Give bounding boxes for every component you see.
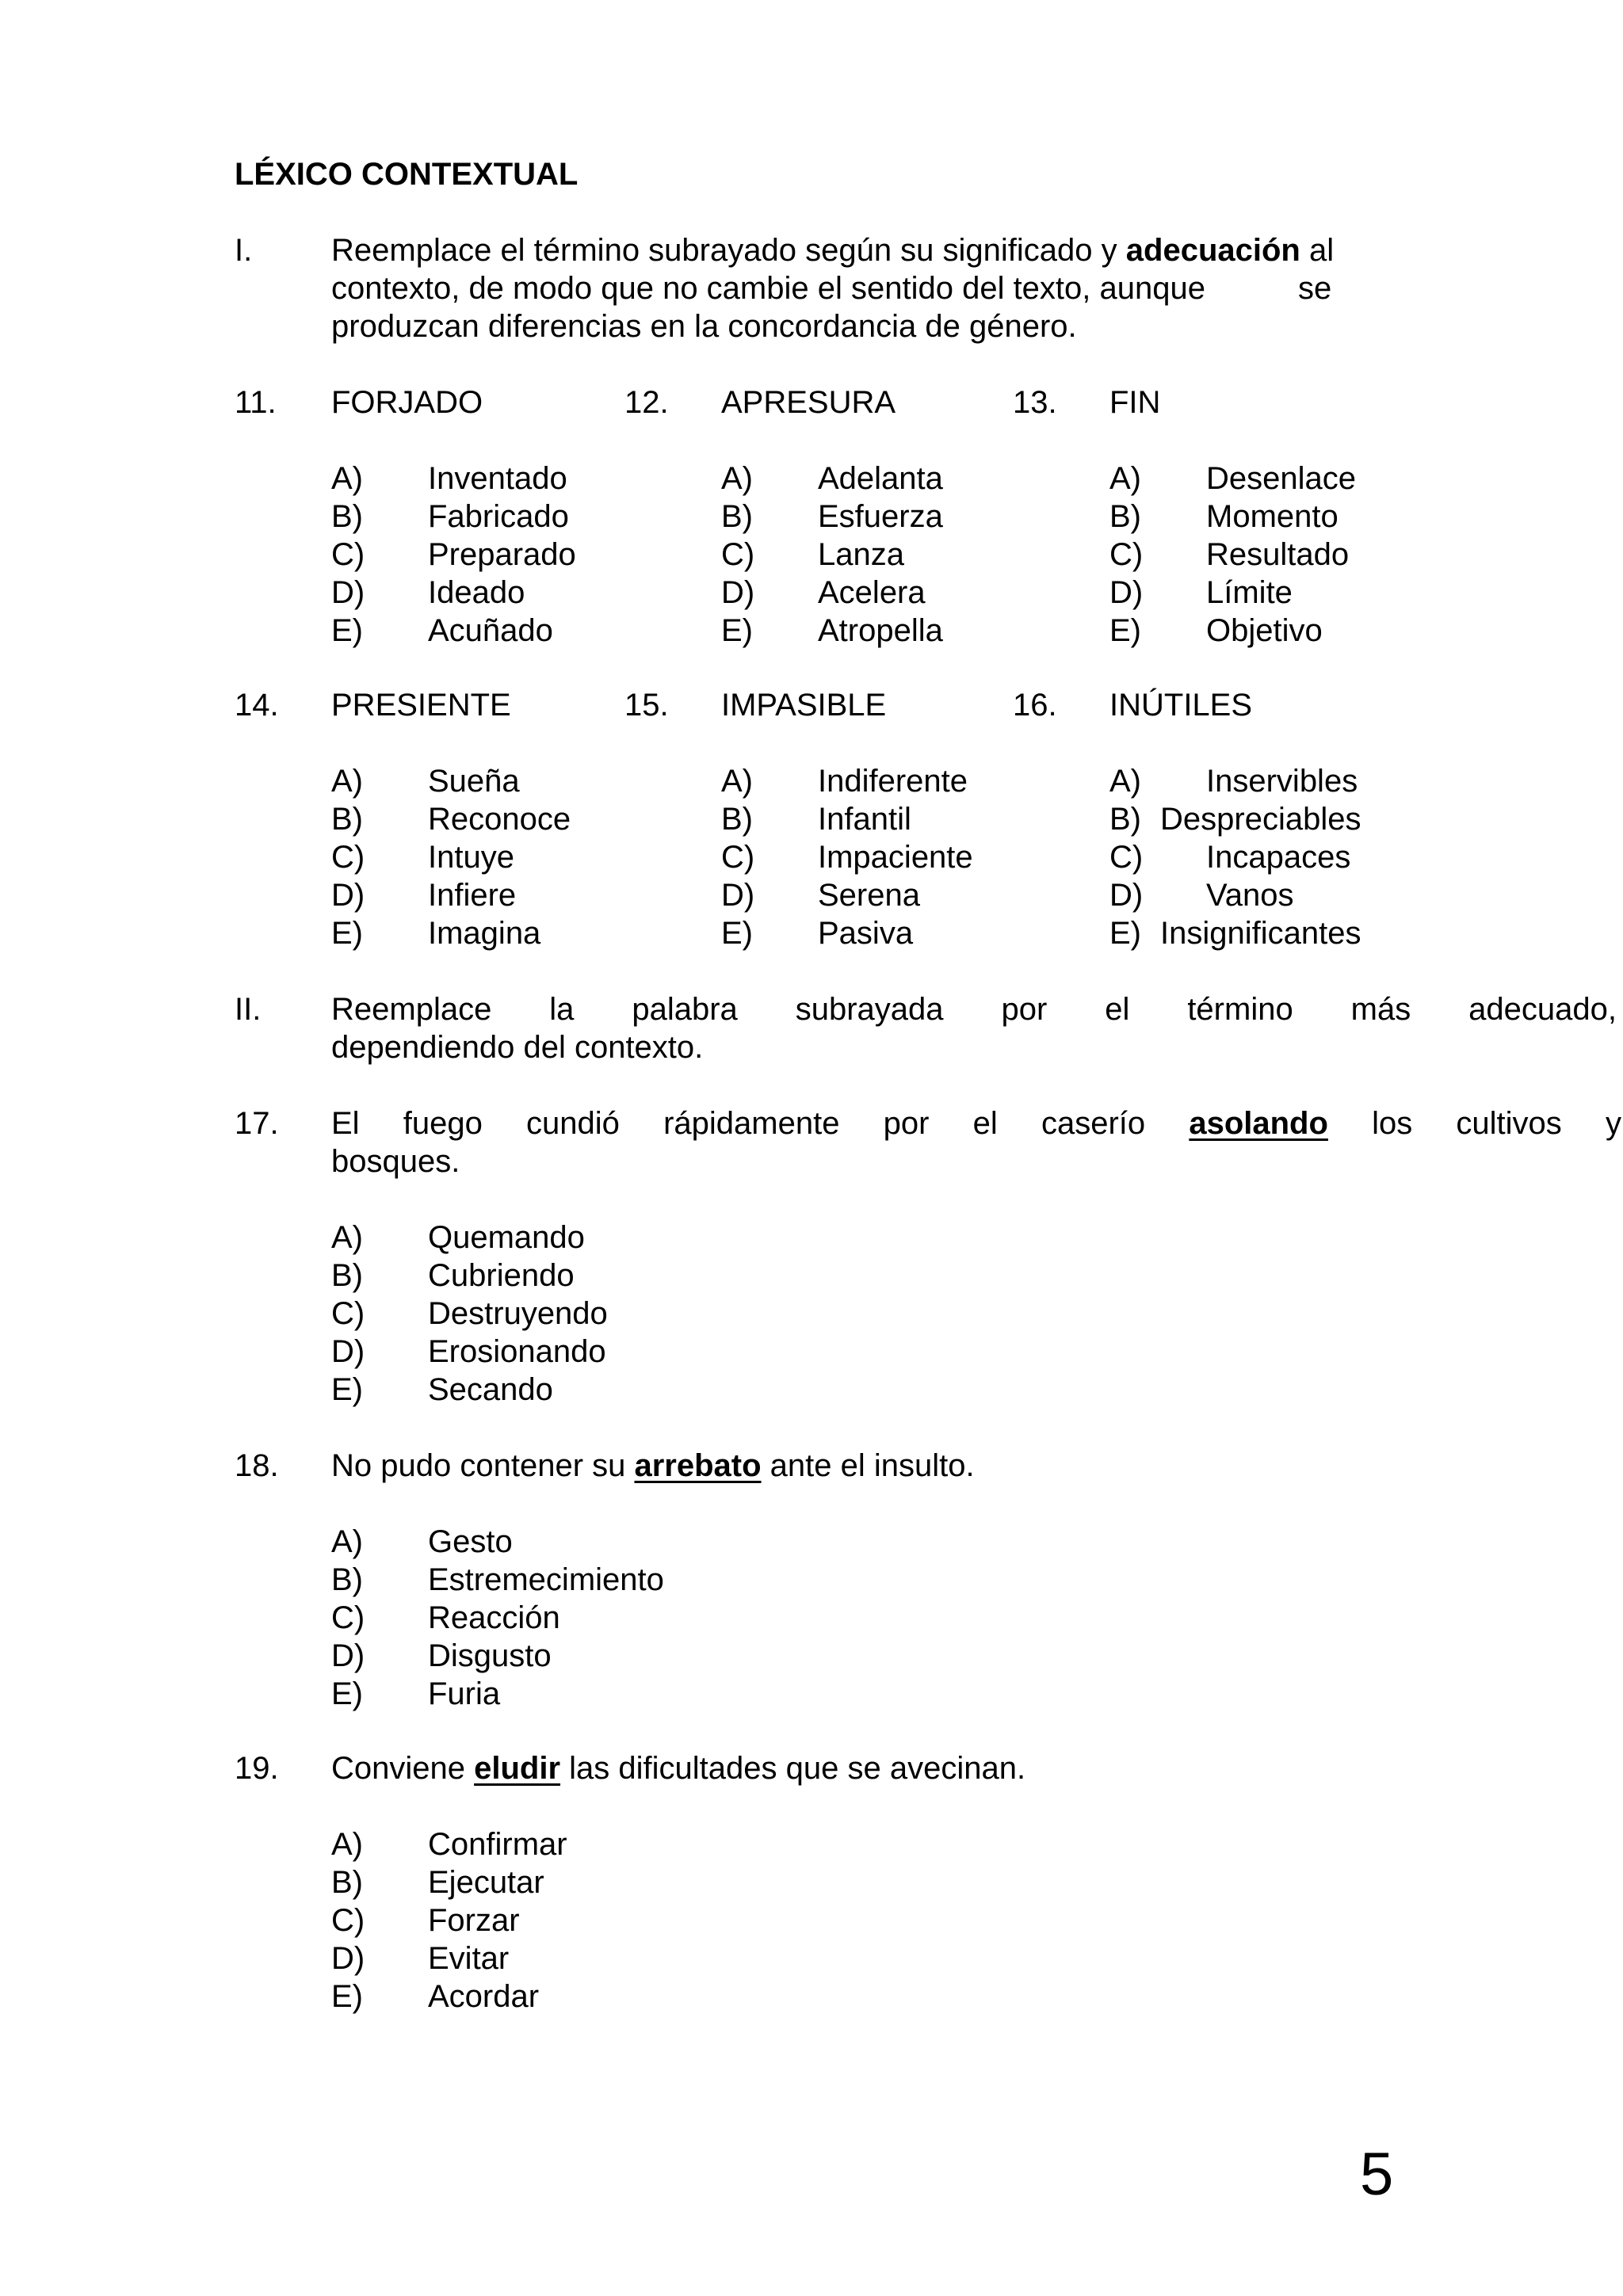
section-i-text xyxy=(331,231,1623,345)
option-letter: B) xyxy=(331,1562,363,1597)
option-letter: B) xyxy=(721,802,753,837)
option-text: Evitar xyxy=(428,1941,510,1976)
option-letter: E) xyxy=(721,613,753,648)
option-text: Acelera xyxy=(818,575,926,610)
option-text: Lanza xyxy=(818,537,904,572)
section-ii-line-2: dependiendo del contexto. xyxy=(331,1030,704,1065)
option-text: Gesto xyxy=(428,1524,513,1559)
option-letter: D) xyxy=(721,575,755,610)
option-letter: E) xyxy=(331,1372,363,1407)
option-letter: A) xyxy=(721,764,753,799)
option-letter: C) xyxy=(331,1296,365,1331)
option-letter: C) xyxy=(331,840,365,875)
section-i-line-3: produzcan diferencias en la concordancia de género. xyxy=(331,309,1077,344)
option-text: Inservibles xyxy=(1206,764,1358,799)
target-word: IMPASIBLE xyxy=(721,688,887,723)
option-letter: D) xyxy=(331,575,365,610)
question-stem: No pudo contener su arrebato ante el insulto. xyxy=(331,1448,975,1483)
option-letter: B) xyxy=(1109,802,1141,837)
option-text: Fabricado xyxy=(428,499,569,534)
section-i-line-1: Reemplace el término subrayado según su significado y adecuación al xyxy=(331,233,1335,268)
option-letter: D) xyxy=(1109,575,1144,610)
option-text: Inventado xyxy=(428,461,567,496)
option-text: Furia xyxy=(428,1676,501,1711)
option-letter: E) xyxy=(331,613,363,648)
question-number: 14. xyxy=(235,688,279,723)
question-number: 12. xyxy=(624,385,669,420)
option-text: Vanos xyxy=(1206,878,1294,913)
option-text: Impaciente xyxy=(818,840,973,875)
option-letter: A) xyxy=(331,1220,363,1255)
target-word: FIN xyxy=(1109,385,1161,420)
option-text: Objetivo xyxy=(1206,613,1323,648)
question-number: 15. xyxy=(624,688,669,723)
option-text: Infiere xyxy=(428,878,517,913)
keyword-asolando: asolando xyxy=(1189,1106,1328,1141)
option-text: Sueña xyxy=(428,764,520,799)
target-word: FORJADO xyxy=(331,385,483,420)
option-text: Serena xyxy=(818,878,920,913)
section-i-instructions xyxy=(235,231,1623,345)
option-text: Momento xyxy=(1206,499,1338,534)
option-letter: D) xyxy=(331,1941,365,1976)
option-letter: E) xyxy=(721,916,753,951)
option-letter: E) xyxy=(331,1979,363,2014)
question-number: 17. xyxy=(235,1106,279,1141)
option-letter: D) xyxy=(331,878,365,913)
option-text: Adelanta xyxy=(818,461,943,496)
option-letter: B) xyxy=(721,499,753,534)
question-stem-line-2: bosques. xyxy=(331,1144,460,1179)
option-letter: A) xyxy=(721,461,753,496)
option-letter: B) xyxy=(1109,499,1141,534)
option-letter: B) xyxy=(331,499,363,534)
target-word: APRESURA xyxy=(721,385,896,420)
option-letter: A) xyxy=(1109,764,1141,799)
option-letter: E) xyxy=(331,916,363,951)
option-text: Intuye xyxy=(428,840,514,875)
option-letter: A) xyxy=(331,1524,363,1559)
option-text: Imagina xyxy=(428,916,541,951)
section-ii-line-1: Reemplace la palabra subrayada por el término más adecuado, xyxy=(331,992,1617,1027)
question-number: 16. xyxy=(1013,688,1057,723)
option-letter: C) xyxy=(331,537,365,572)
target-word: INÚTILES xyxy=(1109,688,1253,723)
option-text: Cubriendo xyxy=(428,1258,575,1293)
question-stem-line-1: El fuego cundió rápidamente por el caserío asolando los cultivos y xyxy=(331,1106,1621,1141)
option-letter: D) xyxy=(331,1638,365,1673)
section-ii-numeral: II. xyxy=(235,992,262,1027)
option-text: Insignificantes xyxy=(1160,916,1361,951)
option-letter: D) xyxy=(721,878,755,913)
option-letter: A) xyxy=(331,764,363,799)
section-ii-instructions xyxy=(235,990,1623,1066)
question-18 xyxy=(235,1447,1623,1716)
option-text: Destruyendo xyxy=(428,1296,608,1331)
option-letter: B) xyxy=(331,1258,363,1293)
question-number: 19. xyxy=(235,1751,279,1786)
option-letter: C) xyxy=(721,840,755,875)
option-letter: B) xyxy=(331,802,363,837)
option-text: Desenlace xyxy=(1206,461,1357,496)
section-i-numeral: I. xyxy=(235,233,253,268)
question-number: 11. xyxy=(235,385,277,420)
option-text: Esfuerza xyxy=(818,499,943,534)
option-letter: C) xyxy=(331,1903,365,1938)
option-text: Ideado xyxy=(428,575,525,610)
option-text: Preparado xyxy=(428,537,576,572)
option-letter: A) xyxy=(1109,461,1141,496)
option-text: Incapaces xyxy=(1206,840,1351,875)
option-text: Límite xyxy=(1206,575,1293,610)
option-letter: D) xyxy=(331,1334,365,1369)
keyword-eludir: eludir xyxy=(474,1751,561,1786)
option-letter: A) xyxy=(331,461,363,496)
option-text: Reconoce xyxy=(428,802,571,837)
option-text: Atropella xyxy=(818,613,943,648)
option-text: Infantil xyxy=(818,802,911,837)
option-letter: B) xyxy=(331,1865,363,1900)
section-ii-text xyxy=(331,990,1617,1066)
question-number: 18. xyxy=(235,1448,279,1483)
option-text: Disgusto xyxy=(428,1638,552,1673)
option-text: Erosionando xyxy=(428,1334,606,1369)
option-text: Ejecutar xyxy=(428,1865,544,1900)
option-letter: D) xyxy=(1109,878,1144,913)
section-title: LÉXICO CONTEXTUAL xyxy=(235,157,579,192)
section-i-line-2: contexto, de modo que no cambie el sentido del texto, aunque se xyxy=(331,271,1332,306)
option-letter: E) xyxy=(1109,916,1141,951)
option-text: Indiferente xyxy=(818,764,968,799)
option-text: Acuñado xyxy=(428,613,553,648)
target-word: PRESIENTE xyxy=(331,688,511,723)
question-stem xyxy=(331,1104,1621,1180)
question-stem: Conviene eludir las dificultades que se avecinan. xyxy=(331,1751,1026,1786)
option-text: Forzar xyxy=(428,1903,520,1938)
option-text: Reacción xyxy=(428,1600,560,1635)
option-letter: C) xyxy=(1109,840,1144,875)
question-19 xyxy=(235,1749,1623,2019)
option-text: Secando xyxy=(428,1372,553,1407)
page-number: 5 xyxy=(1360,2141,1394,2208)
option-letter: C) xyxy=(331,1600,365,1635)
option-text: Despreciables xyxy=(1160,802,1361,837)
option-letter: C) xyxy=(1109,537,1144,572)
option-text: Acordar xyxy=(428,1979,540,2014)
question-17 xyxy=(235,1104,1623,1405)
question-number: 13. xyxy=(1013,385,1057,420)
option-letter: E) xyxy=(331,1676,363,1711)
option-text: Pasiva xyxy=(818,916,914,951)
option-letter: A) xyxy=(331,1827,363,1862)
keyword-adecuacion: adecuación xyxy=(1125,233,1300,268)
option-text: Resultado xyxy=(1206,537,1350,572)
option-text: Estremecimiento xyxy=(428,1562,664,1597)
keyword-arrebato: arrebato xyxy=(634,1448,762,1483)
option-text: Confirmar xyxy=(428,1827,567,1862)
option-letter: E) xyxy=(1109,613,1141,648)
option-letter: C) xyxy=(721,537,755,572)
option-text: Quemando xyxy=(428,1220,585,1255)
